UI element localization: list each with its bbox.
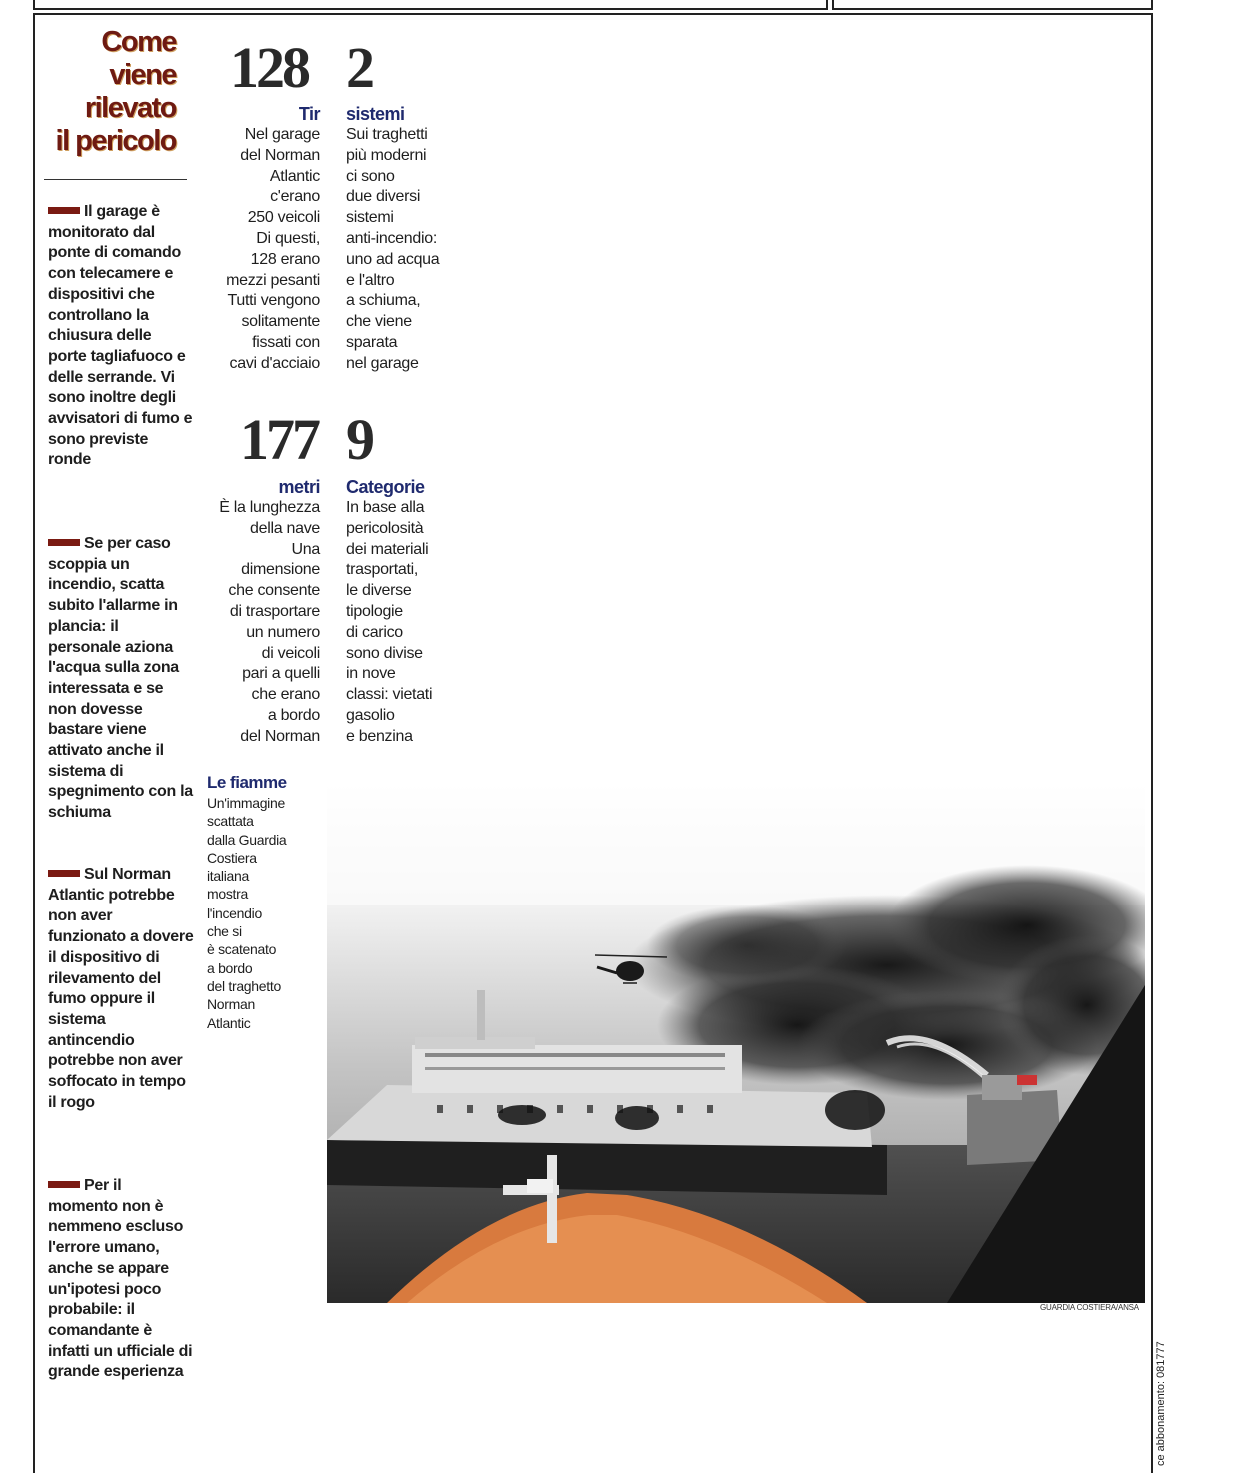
caption-line: mostra: [207, 886, 248, 903]
stat-line: di trasportare: [229, 602, 320, 620]
stat-line: classi: vietati: [346, 686, 433, 704]
paragraph-4: Per il momento non è nemmeno escluso l'errore umano, anche se appare un'ipotesi poco probabile: il comandante è infatti un ufficiale di grande esperienza: [48, 1177, 193, 1381]
paragraph-marker-icon: [48, 1181, 80, 1188]
caption-line: Atlantic: [207, 1014, 251, 1031]
stat-line: In base alla: [346, 499, 425, 516]
caption-line: Costiera: [207, 849, 257, 866]
stat-line: trasportati,: [346, 561, 418, 579]
stat-line: più moderni: [346, 146, 427, 164]
stat-text-metri: [196, 498, 320, 748]
headline-line: il pericolo: [55, 125, 176, 157]
paragraph-1: Il garage è monitorato dal ponte di comando con telecamere e dispositivi che controllano la chiusura delle porte tagliafuoco e delle serrande. Vi sono inoltre degli avvisatori di fumo e sono previste ronde: [48, 203, 193, 469]
stat-line: pari a quelli: [242, 665, 320, 683]
stat-line: e l'altro: [346, 271, 395, 289]
photo-credit: GUARDIA COSTIERA/ANSA: [1040, 1303, 1139, 1312]
stat-line: È la lunghezza: [219, 499, 320, 516]
stat-line: di veicoli: [261, 644, 320, 662]
stat-line: a bordo: [267, 706, 320, 724]
stat-line: sono divise: [346, 644, 423, 662]
stat-number-177: 177: [240, 407, 318, 472]
stat-line: cavi d'acciaio: [229, 354, 320, 372]
stat-line: 128 erano: [250, 250, 320, 268]
stat-line: anti-incendio:: [346, 229, 437, 247]
stat-number-9: 9: [346, 407, 372, 472]
stat-line: Di questi,: [256, 229, 320, 247]
caption-line: l'incendio: [207, 904, 262, 921]
stat-number-128: 128: [230, 35, 308, 100]
frame-top-right: [832, 0, 1153, 10]
headline-line: Come: [101, 26, 176, 58]
stat-line: di carico: [346, 623, 403, 641]
stat-line: sistemi: [346, 209, 394, 227]
stat-line: 250 veicoli: [247, 209, 320, 227]
caption-line: dalla Guardia: [207, 831, 287, 848]
stat-line: del Norman: [240, 146, 320, 164]
stat-line: del Norman: [240, 727, 320, 745]
stat-line: dimensione: [241, 561, 320, 579]
caption-line: è scatenato: [207, 941, 277, 958]
headline-line: viene: [109, 59, 176, 91]
stat-line: fissati con: [252, 333, 320, 351]
stat-line: un numero: [246, 623, 320, 641]
stat-line: dei materiali: [346, 540, 429, 558]
paragraph-marker-icon: [48, 539, 80, 546]
stat-line: mezzi pesanti: [226, 271, 320, 289]
stat-line: Tutti vengono: [227, 292, 320, 310]
stat-text-categorie: [346, 498, 476, 748]
stat-label-tir: Tir: [298, 104, 320, 124]
stat-line: Atlantic: [269, 167, 320, 185]
stat-label-metri: metri: [278, 477, 320, 497]
stat-line: a schiuma,: [346, 292, 421, 310]
stat-label-sistemi: sistemi: [346, 104, 405, 124]
headline-divider: [44, 179, 187, 180]
stat-line: pericolosità: [346, 519, 424, 537]
stat-line: in nove: [346, 665, 396, 683]
photo-caption-title: Le fiamme: [207, 773, 287, 792]
stat-line: sparata: [346, 333, 398, 351]
stat-line: della nave: [250, 519, 320, 537]
stat-line: che viene: [346, 313, 412, 331]
caption-line: Un'immagine: [207, 795, 285, 811]
paragraph-marker-icon: [48, 207, 80, 214]
caption-line: Norman: [207, 996, 255, 1013]
photo-caption-text: [207, 794, 317, 1032]
stat-line: che erano: [251, 686, 320, 704]
headline: [46, 26, 176, 158]
ferry-fire-photo: [327, 775, 1145, 1303]
stat-line: c'erano: [270, 188, 320, 206]
paragraph-3: Sul Norman Atlantic potrebbe non aver funzionato a dovere il dispositivo di rilevamento del fumo oppure il sistema antincendio potrebbe non aver soffocato in tempo il rogo: [48, 866, 194, 1111]
caption-line: italiana: [207, 868, 249, 885]
caption-line: a bordo: [207, 959, 253, 976]
stat-line: solitamente: [241, 313, 320, 331]
stat-line: gasolio: [346, 706, 395, 724]
frame-top-left: [33, 0, 828, 10]
stat-text-tir: [196, 125, 320, 375]
stat-line: nel garage: [346, 354, 419, 372]
stat-label-categorie: Categorie: [346, 477, 425, 497]
stat-line: uno ad acqua: [346, 250, 440, 268]
headline-line: rilevato: [84, 92, 176, 124]
stat-line: Nel garage: [244, 126, 320, 143]
stat-line: che consente: [228, 582, 320, 600]
stat-line: e benzina: [346, 727, 413, 745]
stat-text-sistemi: [346, 125, 476, 375]
stat-line: ci sono: [346, 167, 395, 185]
stat-line: Sui traghetti: [346, 126, 428, 143]
stat-line: due diversi: [346, 188, 421, 206]
paragraph-2: Se per caso scoppia un incendio, scatta subito l'allarme in plancia: il personale aziona l'acqua sulla zona interessata e se non dovesse bastare viene attivato anche il sistema di spegnimento con la schiuma: [48, 535, 193, 822]
paragraph-marker-icon: [48, 870, 80, 877]
stat-line: Una: [291, 540, 320, 558]
stat-number-2: 2: [346, 35, 372, 100]
stat-line: tipologie: [346, 602, 403, 620]
caption-line: del traghetto: [207, 977, 281, 994]
caption-line: che si: [207, 923, 242, 940]
caption-line: scattata: [207, 813, 254, 830]
subscription-code: ce abbonamento: 081777: [1155, 1341, 1167, 1466]
stat-line: le diverse: [346, 582, 412, 600]
